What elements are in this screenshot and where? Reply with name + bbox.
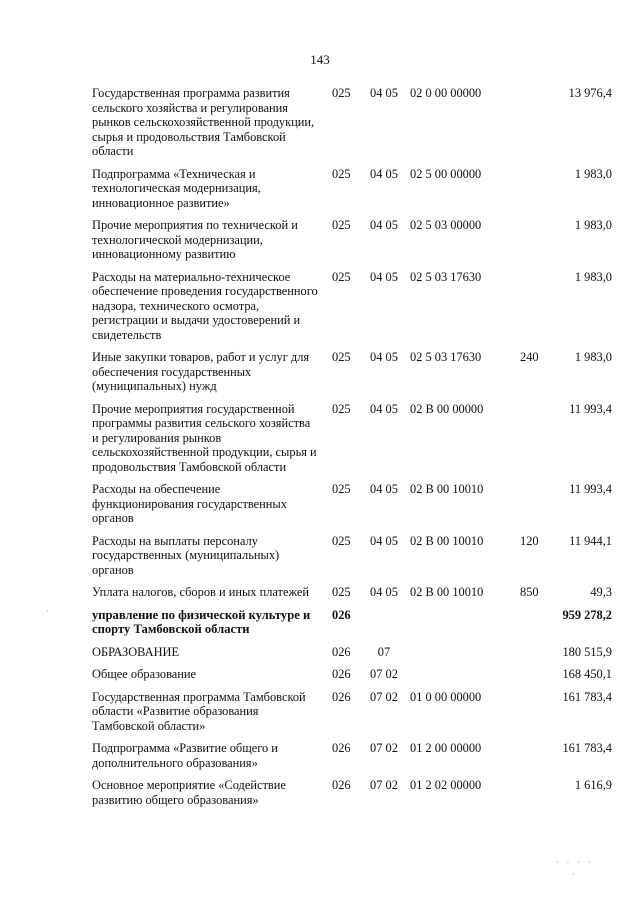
row-name: Уплата налогов, сборов и иных платежей: [92, 585, 310, 599]
table-row: [92, 645, 612, 668]
row-glv-code: 025: [332, 533, 351, 548]
row-target-code: 02 5 00 00000: [410, 166, 482, 181]
row-target-code: [410, 667, 520, 690]
row-expense-type-code: [520, 645, 552, 668]
table-row: [92, 690, 612, 742]
row-glv-code: 025: [332, 350, 351, 364]
row-sum: 13 976,4: [568, 86, 612, 100]
row-section-code: 07 02: [370, 778, 398, 792]
row-name: Основное мероприятие «Содействие развитию общего образования»: [92, 778, 286, 807]
row-sum: 161 783,4: [562, 689, 612, 704]
row-target-code: [410, 645, 520, 668]
row-section-code: 04 05: [370, 350, 398, 364]
scan-artifact: ·: [572, 870, 578, 879]
row-section-code: 04 05: [370, 482, 398, 496]
row-target-code: 01 2 02 00000: [410, 778, 482, 792]
scan-artifact: · · · ·: [556, 858, 594, 867]
row-sum: 1 616,9: [574, 778, 612, 792]
row-sum: 959 278,2: [562, 607, 612, 622]
row-glv-code: 025: [332, 86, 351, 100]
row-sum: 11 993,4: [569, 482, 612, 496]
row-expense-type-code: [520, 667, 552, 690]
row-glv-code: 025: [332, 401, 351, 416]
row-glv-code: 025: [332, 585, 351, 599]
row-expense-type-code: [520, 86, 552, 167]
row-section-code: 04 05: [370, 585, 398, 599]
row-name: Расходы на материально-техническое обеспечение проведения государственного надзора, технического осмотра, регистрации и выдачи удостоверений и свидетельств: [92, 269, 318, 342]
row-glv-code: 026: [332, 644, 351, 659]
row-section-code: 04 05: [370, 533, 398, 548]
row-glv-code: 026: [332, 741, 351, 755]
row-sum: 1 983,0: [574, 166, 612, 181]
row-section-code: 07 02: [370, 667, 398, 681]
row-name: Государственная программа Тамбовской области «Развитие образования Тамбовской области»: [92, 689, 306, 733]
row-sum: 1 983,0: [574, 269, 612, 284]
row-section-code: [358, 608, 410, 645]
row-sum: 180 515,9: [562, 644, 612, 659]
row-glv-code: 025: [332, 482, 351, 496]
row-expense-type-code: [520, 167, 552, 219]
row-glv-code: 026: [332, 667, 351, 681]
row-expense-type-code: 240: [520, 350, 539, 364]
row-section-code: 04 05: [370, 166, 398, 181]
row-sum: 11 993,4: [569, 401, 612, 416]
table-row: [92, 778, 612, 815]
row-target-code: [410, 608, 520, 645]
table-row: [92, 608, 612, 645]
row-target-code: 02 5 03 00000: [410, 218, 482, 232]
row-target-code: 01 0 00 00000: [410, 689, 482, 704]
row-glv-code: 025: [332, 269, 351, 284]
row-expense-type-code: [520, 482, 552, 534]
row-section-code: 07 02: [370, 741, 398, 755]
row-glv-code: 025: [332, 218, 351, 232]
row-expense-type-code: 120: [520, 533, 539, 548]
table-row: [92, 482, 612, 534]
budget-table: [92, 86, 612, 815]
row-target-code: 02 В 00 10010: [410, 533, 484, 548]
table-row: [92, 534, 612, 586]
row-target-code: 02 В 00 00000: [410, 401, 484, 416]
row-sum: 161 783,4: [562, 741, 612, 755]
row-section-code: 04 05: [370, 86, 398, 100]
budget-table-body: [92, 86, 612, 815]
row-expense-type-code: [520, 741, 552, 778]
row-name: Прочие мероприятия государственной программы развития сельского хозяйства и регулирования рынков сельскохозяйственной продукции, сырья и продовольствия Тамбовской области: [92, 401, 317, 474]
row-sum: 168 450,1: [562, 667, 612, 681]
table-row: [92, 585, 612, 608]
row-name: Расходы на обеспечение функционирования государственных органов: [92, 482, 287, 525]
row-expense-type-code: [520, 778, 552, 815]
row-name: Подпрограмма «Техническая и технологическая модернизация, инновационное развитие»: [92, 166, 261, 210]
row-expense-type-code: [520, 608, 552, 645]
row-expense-type-code: [520, 402, 552, 483]
row-section-code: 07 02: [370, 689, 398, 704]
row-name: Иные закупки товаров, работ и услуг для обеспечения государственных (муниципальных) нужд: [92, 350, 310, 393]
row-glv-code: 026: [332, 607, 351, 622]
row-name: управление по физической культуре и спорту Тамбовской области: [92, 607, 311, 636]
row-expense-type-code: [520, 690, 552, 742]
table-row: [92, 86, 612, 167]
table-row: [92, 402, 612, 483]
row-sum: 11 944,1: [569, 533, 612, 548]
row-target-code: 02 В 00 10010: [410, 585, 484, 599]
table-row: [92, 270, 612, 351]
table-row: [92, 741, 612, 778]
row-glv-code: 026: [332, 689, 351, 704]
row-glv-code: 026: [332, 778, 351, 792]
table-row: [92, 350, 612, 402]
row-section-code: 04 05: [370, 401, 398, 416]
row-target-code: 02 5 03 17630: [410, 269, 482, 284]
row-target-code: 02 5 03 17630: [410, 350, 482, 364]
row-section-code: 04 05: [370, 269, 398, 284]
row-sum: 49,3: [590, 585, 612, 599]
row-expense-type-code: [520, 218, 552, 270]
row-name: Прочие мероприятия по технической и технологической модернизации, инновационному развитию: [92, 218, 298, 261]
row-name: Общее образование: [92, 667, 197, 681]
row-name: Расходы на выплаты персоналу государственных (муниципальных) органов: [92, 533, 280, 577]
row-section-code: 04 05: [370, 218, 398, 232]
row-sum: 1 983,0: [574, 350, 612, 364]
row-target-code: 02 0 00 00000: [410, 86, 482, 100]
row-name: Подпрограмма «Развитие общего и дополнительного образования»: [92, 741, 278, 770]
row-name: Государственная программа развития сельского хозяйства и регулирования рынков сельскохозяйственной продукции, сырья и продовольствия Тамбовской области: [92, 86, 315, 158]
table-row: [92, 218, 612, 270]
row-section-code: 07: [377, 644, 391, 659]
row-glv-code: 025: [332, 166, 351, 181]
page-number: 143: [310, 52, 330, 67]
row-expense-type-code: 850: [520, 585, 539, 599]
row-expense-type-code: [520, 270, 552, 351]
table-row: [92, 167, 612, 219]
scan-artifact: ·: [46, 607, 52, 616]
row-sum: 1 983,0: [574, 218, 612, 232]
table-row: [92, 667, 612, 690]
row-target-code: 02 В 00 10010: [410, 482, 484, 496]
row-target-code: 01 2 00 00000: [410, 741, 482, 755]
row-name: ОБРАЗОВАНИЕ: [92, 644, 180, 659]
